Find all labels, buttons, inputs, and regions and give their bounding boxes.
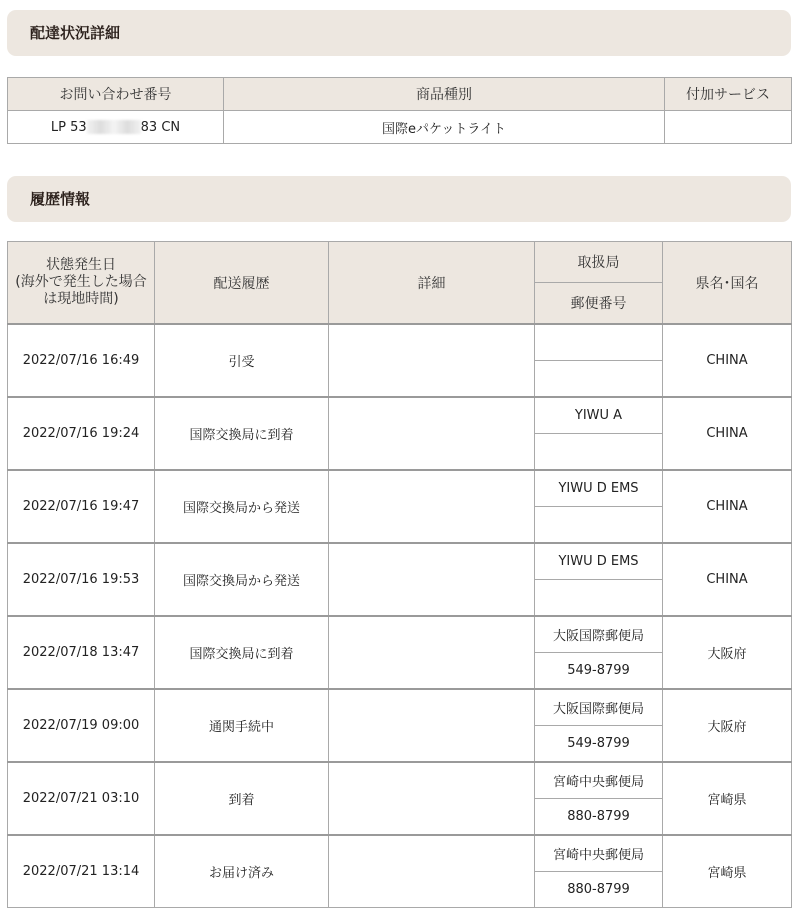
product-type-value: 国際eパケットライト: [224, 111, 665, 144]
history-detail: [329, 616, 535, 689]
section-title-history: 履歴情報: [7, 176, 791, 222]
summary-table: [7, 77, 792, 144]
history-office: 大阪国際郵便局: [535, 616, 663, 653]
header-postal-code: 郵便番号: [535, 283, 663, 325]
history-postal: 880-8799: [535, 799, 663, 836]
history-status: 引受: [155, 324, 329, 397]
history-region: 宮崎県: [663, 835, 792, 908]
redacted-blur: [87, 120, 141, 134]
history-detail: [329, 397, 535, 470]
history-status: 国際交換局から発送: [155, 543, 329, 616]
history-office: YIWU D EMS: [535, 470, 663, 507]
history-postal: [535, 580, 663, 617]
history-date: 2022/07/16 19:24: [8, 397, 155, 470]
tracking-number-prefix: LP 53: [50, 119, 87, 135]
history-date: 2022/07/16 19:53: [8, 543, 155, 616]
history-status: お届け済み: [155, 835, 329, 908]
history-table: [7, 241, 792, 908]
history-office: YIWU D EMS: [535, 543, 663, 580]
history-status: 到着: [155, 762, 329, 835]
additional-service-value: [665, 111, 792, 144]
history-status: 通関手続中: [155, 689, 329, 762]
history-detail: [329, 543, 535, 616]
history-postal: 880-8799: [535, 872, 663, 908]
history-row: [8, 397, 792, 434]
history-detail: [329, 324, 535, 397]
history-status: 国際交換局から発送: [155, 470, 329, 543]
history-postal: [535, 434, 663, 471]
history-postal: [535, 507, 663, 544]
header-date: 状態発生日 (海外で発生した場合は現地時間): [8, 242, 155, 325]
history-date: 2022/07/16 16:49: [8, 324, 155, 397]
history-detail: [329, 835, 535, 908]
section-title-delivery-status: 配達状況詳細: [7, 10, 791, 56]
header-detail: 詳細: [329, 242, 535, 325]
history-postal: 549-8799: [535, 653, 663, 690]
history-region: 宮崎県: [663, 762, 792, 835]
history-date: 2022/07/21 13:14: [8, 835, 155, 908]
history-region: CHINA: [663, 543, 792, 616]
history-region: CHINA: [663, 397, 792, 470]
header-delivery-history: 配送履歴: [155, 242, 329, 325]
history-row: [8, 543, 792, 580]
header-additional-service: 付加サービス: [665, 78, 792, 111]
history-region: CHINA: [663, 324, 792, 397]
history-date: 2022/07/16 19:47: [8, 470, 155, 543]
history-status: 国際交換局に到着: [155, 397, 329, 470]
history-date: 2022/07/21 03:10: [8, 762, 155, 835]
header-product-type: 商品種別: [224, 78, 665, 111]
header-handling-office: 取扱局: [535, 242, 663, 283]
history-detail: [329, 470, 535, 543]
tracking-number-suffix: 83 CN: [140, 119, 181, 135]
history-date: 2022/07/19 09:00: [8, 689, 155, 762]
history-row: [8, 470, 792, 507]
tracking-number: [8, 111, 224, 144]
history-status: 国際交換局に到着: [155, 616, 329, 689]
history-postal: 549-8799: [535, 726, 663, 763]
history-detail: [329, 762, 535, 835]
history-region: CHINA: [663, 470, 792, 543]
history-row: [8, 689, 792, 726]
history-postal: [535, 361, 663, 398]
history-row: [8, 762, 792, 799]
history-office: 大阪国際郵便局: [535, 689, 663, 726]
history-row: [8, 835, 792, 872]
history-date: 2022/07/18 13:47: [8, 616, 155, 689]
header-region: 県名･国名: [663, 242, 792, 325]
history-row: [8, 324, 792, 361]
history-region: 大阪府: [663, 616, 792, 689]
history-region: 大阪府: [663, 689, 792, 762]
history-office: [535, 324, 663, 361]
header-tracking-number: お問い合わせ番号: [8, 78, 224, 111]
history-office: YIWU A: [535, 397, 663, 434]
history-row: [8, 616, 792, 653]
history-office: 宮崎中央郵便局: [535, 835, 663, 872]
history-detail: [329, 689, 535, 762]
history-office: 宮崎中央郵便局: [535, 762, 663, 799]
summary-row: [8, 111, 792, 144]
